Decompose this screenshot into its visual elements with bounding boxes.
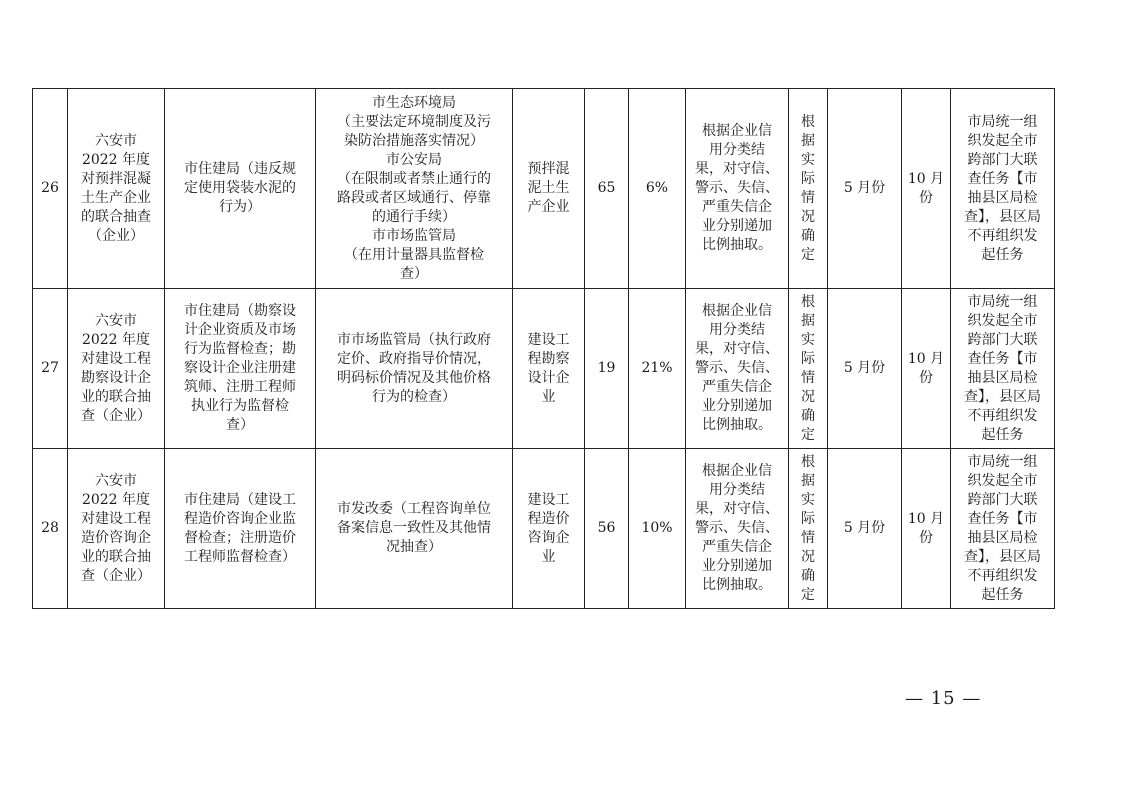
remarks: 市局统一组 织发起全市 跨部门大联 查任务【市 抽县区局检 查】，县区局 不再组织发 起任务 (951, 89, 1055, 289)
sampling-ratio: 10% (629, 449, 686, 609)
remarks: 市局统一组 织发起全市 跨部门大联 查任务【市 抽县区局检 查】，县区局 不再组织发 起任务 (951, 449, 1055, 609)
start-time: 5 月份 (828, 289, 902, 449)
target-count: 56 (585, 449, 629, 609)
table-row (33, 289, 1055, 449)
task-name: 六安市 2022 年度 对预拌混凝 土生产企业 的联合抽查 （企业） (68, 89, 165, 289)
partner-departments: 市生态环境局 （主要法定环境制度及污 染防治措施落实情况） 市公安局 （在限制或者禁止通行的 路段或者区域通行、停靠 的通行手续） 市市场监管局 （在用计量器具监督检 查） (316, 89, 513, 289)
row-number: 27 (33, 289, 68, 449)
frequency-basis: 根 据 实 际 情 况 确 定 (789, 89, 828, 289)
lead-department: 市住建局（勘察设 计企业资质及市场 行为监督检查；勘 察设计企业注册建 筑师、注册工程师 执业行为监督检 查） (165, 289, 316, 449)
table-row (33, 89, 1055, 289)
start-time: 5 月份 (828, 449, 902, 609)
sampling-method: 根据企业信 用分类结 果，对守信、 警示、失信、 严重失信企 业分别递加 比例抽取。 (686, 449, 789, 609)
partner-departments: 市市场监管局（执行政府 定价、政府指导价情况， 明码标价情况及其他价格 行为的检查） (316, 289, 513, 449)
inspection-target: 建设工 程勘察 设计企 业 (513, 289, 585, 449)
target-count: 19 (585, 289, 629, 449)
target-count: 65 (585, 89, 629, 289)
page-number: — 15 — (905, 688, 982, 709)
start-time: 5 月份 (828, 89, 902, 289)
inspection-target: 预拌混 泥土生 产企业 (513, 89, 585, 289)
remarks: 市局统一组 织发起全市 跨部门大联 查任务【市 抽县区局检 查】，县区局 不再组织发 起任务 (951, 289, 1055, 449)
task-name: 六安市 2022 年度 对建设工程 勘察设计企 业的联合抽 查（企业） (68, 289, 165, 449)
sampling-method: 根据企业信 用分类结 果，对守信、 警示、失信、 严重失信企 业分别递加 比例抽取。 (686, 89, 789, 289)
lead-department: 市住建局（违反规 定使用袋装水泥的 行为） (165, 89, 316, 289)
frequency-basis: 根 据 实 际 情 况 确 定 (789, 449, 828, 609)
sampling-ratio: 6% (629, 89, 686, 289)
partner-departments: 市发改委（工程咨询单位 备案信息一致性及其他情 况抽查） (316, 449, 513, 609)
sampling-method: 根据企业信 用分类结 果，对守信、 警示、失信、 严重失信企 业分别递加 比例抽取。 (686, 289, 789, 449)
table-row (33, 449, 1055, 609)
row-number: 28 (33, 449, 68, 609)
lead-department: 市住建局（建设工 程造价咨询企业监 督检查；注册造价 工程师监督检查） (165, 449, 316, 609)
inspection-target: 建设工 程造价 咨询企 业 (513, 449, 585, 609)
task-name: 六安市 2022 年度 对建设工程 造价咨询企 业的联合抽 查（企业） (68, 449, 165, 609)
inspection-task-table (32, 88, 1055, 609)
end-time: 10 月 份 (902, 89, 951, 289)
frequency-basis: 根 据 实 际 情 况 确 定 (789, 289, 828, 449)
row-number: 26 (33, 89, 68, 289)
sampling-ratio: 21% (629, 289, 686, 449)
end-time: 10 月 份 (902, 289, 951, 449)
end-time: 10 月 份 (902, 449, 951, 609)
